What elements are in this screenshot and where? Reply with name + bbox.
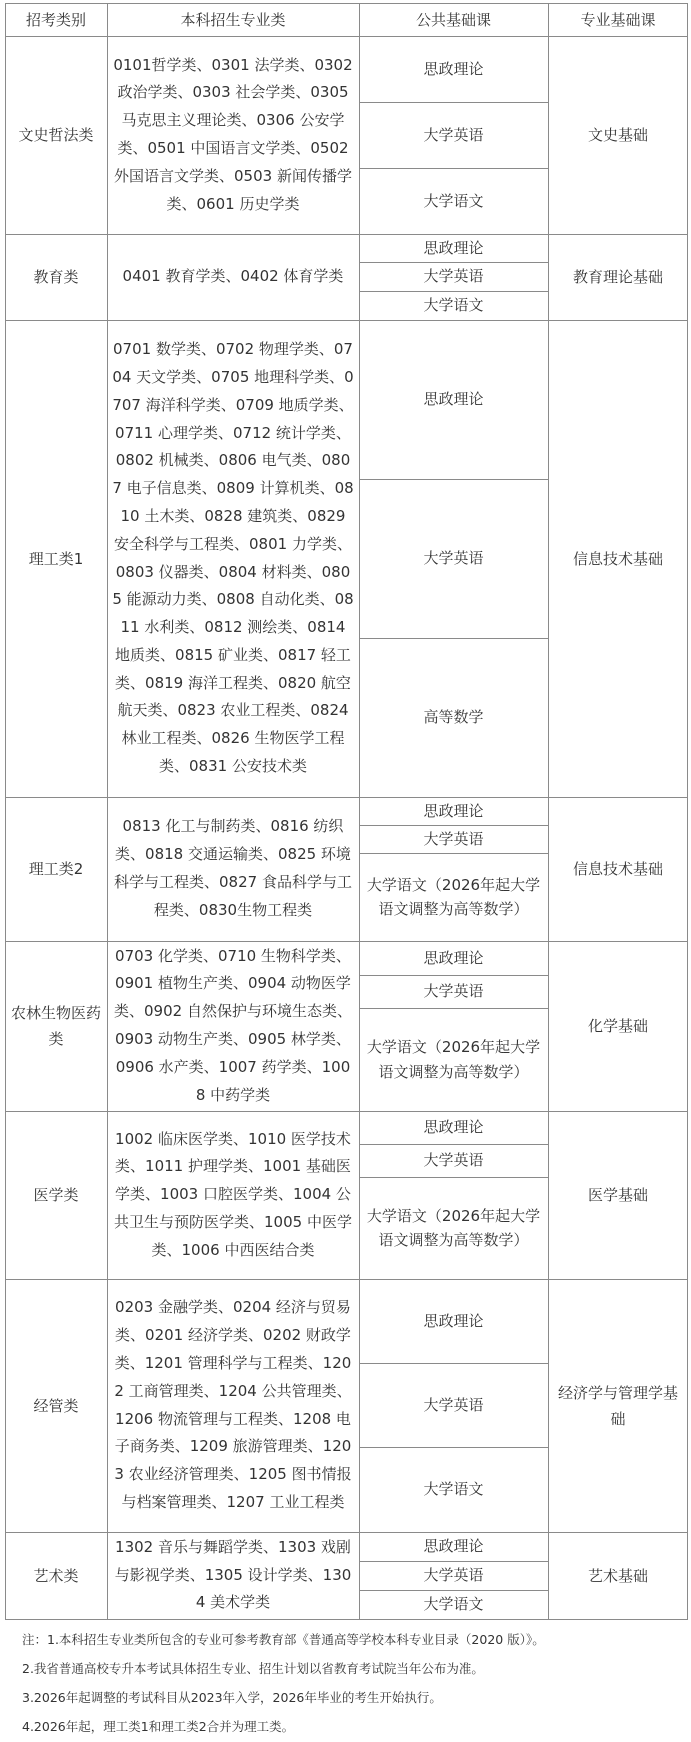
sub-row-divider [359,1144,548,1145]
sub-row-divider [359,479,548,480]
row-professional-course: 经济学与管理学基础 [557,1383,678,1428]
public-course-cell: 大学语文 [423,1480,484,1499]
row-category: 经管类 [33,1396,79,1415]
note-line: 3.2026年起调整的考试科目从2023年入学，2026年毕业的考生开始执行。 [22,1690,442,1705]
note-line: 注：1.本科招生专业类所包含的专业可参考教育部《普通高等学校本科专业目录（2020 版）》。 [22,1632,545,1647]
row-category: 教育类 [33,268,79,286]
row-majors: 0401 教育学类、0402 体育学类 [122,267,344,286]
table-border [5,3,6,1620]
public-course-cell: 大学英语 [423,1566,484,1585]
row-majors: 0203 金融学类、0204 经济与贸易类、0201 经济学类、0202 财政学类、1201 管理科学与工程类、1202 工商管理类、1204 公共管理类、1206 物流管理与工程类、1208 电子商务类、1209 旅游管理类、1203 农业经济管理类、1205 图书情报与档案管理类、1207 工业工程类 [114,1298,352,1511]
public-course-cell: 大学语文 [423,191,484,210]
public-course-cell: 思政理论 [423,1537,484,1556]
header-category: 招考类别 [25,11,86,29]
sub-row-divider [359,638,548,639]
public-course-cell: 大学英语 [423,1395,484,1414]
row-category: 农林生物医药类 [10,1004,101,1048]
sub-row-divider [359,1590,548,1591]
public-course-cell: 大学语文 [423,1595,484,1614]
public-course-cell: 大学英语 [423,829,484,848]
row-divider [5,797,688,798]
row-professional-course: 艺术基础 [587,1566,648,1585]
sub-row-divider [359,1447,548,1448]
public-course-cell: 思政理论 [423,390,484,409]
table-border [107,3,108,1620]
sub-row-divider [359,262,548,263]
row-divider [5,234,688,235]
public-course-cell: 思政理论 [423,238,484,257]
header-professional-course: 专业基础课 [580,11,656,29]
row-divider [5,941,688,942]
sub-row-divider [359,1561,548,1562]
note-line: 2.我省普通高校专升本考试具体招生专业、招生计划以省教育考试院当年公布为准。 [22,1661,484,1676]
public-course-cell: 大学英语 [423,549,484,568]
sub-row-divider [359,102,548,103]
public-course-cell: 大学语文（2026年起大学语文调整为高等数学） [366,1038,541,1081]
sub-row-divider [359,168,548,169]
row-majors: 0813 化工与制药类、0816 纺织类、0818 交通运输类、0825 环境科学与工程类、0827 食品科学与工程类、0830生物工程类 [114,817,352,919]
row-divider [5,1279,688,1280]
note-line: 4.2026年起，理工类1和理工类2合并为理工类。 [22,1719,295,1734]
row-majors: 0703 化学类、0710 生物科学类、0901 植物生产类、0904 动物医学类、0902 自然保护与环境生态类、0903 动物生产类、0905 林学类、0906 水产类、1007 药学类、1008 中药学类 [114,946,352,1104]
sub-row-divider [359,1363,548,1364]
sub-row-divider [359,291,548,292]
sub-row-divider [359,825,548,826]
public-course-cell: 大学语文（2026年起大学语文调整为高等数学） [366,875,541,918]
row-category: 文史哲法类 [18,126,94,144]
public-course-cell: 思政理论 [423,1311,484,1330]
row-divider [5,36,688,37]
sub-row-divider [359,853,548,854]
public-course-cell: 思政理论 [423,59,484,78]
public-course-cell: 大学语文（2026年起大学语文调整为高等数学） [366,1206,541,1249]
row-category: 医学类 [33,1186,79,1204]
row-divider [5,1532,688,1533]
row-majors: 1302 音乐与舞蹈学类、1303 戏剧与影视学类、1305 设计学类、1304 美术学类 [114,1537,352,1612]
header-public-course: 公共基础课 [415,11,491,29]
row-majors: 0701 数学类、0702 物理学类、0704 天文学类、0705 地理科学类、0707 海洋科学类、0709 地质学类、0711 心理学类、0712 统计学类、0802 机械类、0806 电气类、0807 电子信息类、0809 计算机类、0810 土木类、0828 建筑类、0829 安全科学与工程类、0801 力学类、0803 仪器类、0804 材料类、0805 能源动力类、0808 自动化类、0811 水利类、0812 测绘类、0814 地质类、0815 矿业类、0817 轻工类、0819 海洋工程类、0820 航空航天类、0823 农业工程类、0824 林业工程类、0826 生物医学工程类、0831 公安技术类 [112,340,354,776]
row-divider [5,1111,688,1112]
row-professional-course: 文史基础 [587,126,648,144]
row-professional-course: 信息技术基础 [572,860,663,878]
row-majors: 1002 临床医学类、1010 医学技术类、1011 护理学类、1001 基础医学类、1003 口腔医学类、1004 公共卫生与预防医学类、1005 中医学类、1006 中西医结合类 [114,1129,352,1259]
sub-row-divider [359,1008,548,1009]
row-divider [5,320,688,321]
row-professional-course: 教育理论基础 [572,268,663,286]
row-category: 艺术类 [33,1566,79,1585]
sub-row-divider [359,1177,548,1178]
public-course-cell: 高等数学 [423,708,484,727]
row-majors: 0101哲学类、0301 法学类、0302 政治学类、0303 社会学类、0305 马克思主义理论类、0306 公安学类、0501 中国语言文学类、0502 外国语言文学类、0503 新闻传播学类、0601 历史学类 [113,55,353,213]
public-course-cell: 大学英语 [423,267,484,286]
header-majors: 本科招生专业类 [180,11,286,29]
public-course-cell: 思政理论 [423,1118,484,1137]
public-course-cell: 大学语文 [423,296,484,315]
table-border [548,3,549,1620]
public-course-cell: 思政理论 [423,948,484,967]
row-category: 理工类1 [28,549,84,568]
table-border [359,3,360,1620]
row-professional-course: 化学基础 [587,1017,648,1035]
row-professional-course: 医学基础 [587,1186,648,1204]
public-course-cell: 大学英语 [423,982,484,1001]
public-course-cell: 思政理论 [423,801,484,820]
row-category: 理工类2 [28,860,84,878]
table-notes [22,1625,682,1741]
public-course-cell: 大学英语 [423,1151,484,1170]
table-border [687,3,688,1620]
row-professional-course: 信息技术基础 [572,549,663,568]
public-course-cell: 大学英语 [423,125,484,144]
sub-row-divider [359,975,548,976]
